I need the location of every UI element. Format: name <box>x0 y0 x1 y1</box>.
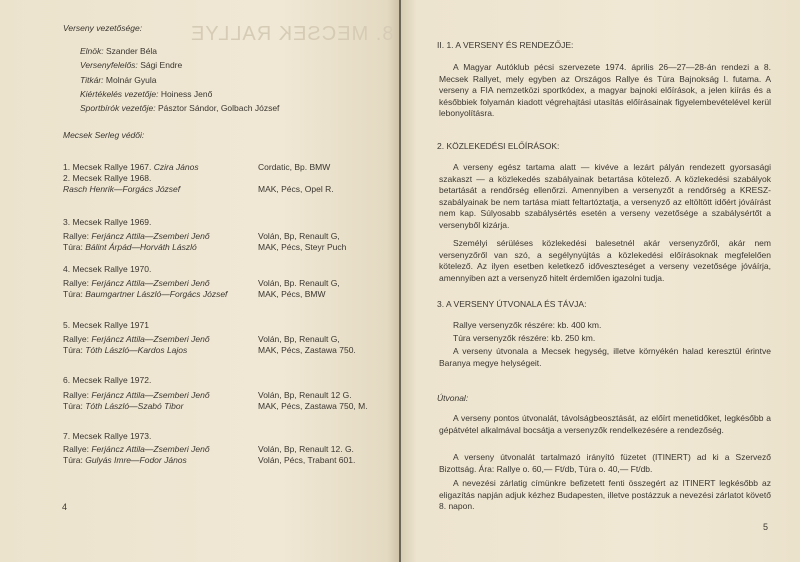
section2-paragraph-1: A verseny egész tartama alatt — kivéve a lezárt pályán rendezett gyorsasági szakaszt — a közlekedés szabályainak betartása kötelező. A közlekedési szabályok betartását a rendőrség ellenőrzi. Amennyiben a versenyzőt a rendőrség a KRESZ-szabályainak be nem tartása miatt feltartóztatja, a versenyző az eltöltött időért jóváírást nem kap. Súlyosabb szabálysértés esetén a verseny vezetősége a szabálysértőt a versenyből kizárja. <box>439 162 771 230</box>
category-label: Rallye: <box>63 278 89 288</box>
team-car: MAK, Pécs, Zastawa 750, M. <box>258 401 368 411</box>
official-name: Molnár Gyula <box>105 74 157 85</box>
official-role: Versenyfelelős: <box>80 60 138 71</box>
winner-row <box>63 184 180 195</box>
section1-heading: II. 1. A VERSENY ÉS RENDEZŐJE: <box>437 40 574 50</box>
official-row <box>80 60 182 71</box>
category-label: Túra: <box>63 289 83 299</box>
winner-title-text: 2. Mecsek Rallye 1968. <box>63 173 152 183</box>
official-row <box>80 75 156 86</box>
team-car: MAK, Pécs, Opel R. <box>258 184 334 194</box>
official-role: Titkár: <box>80 74 104 85</box>
official-name: Sági Endre <box>140 60 183 71</box>
right-page <box>401 0 800 562</box>
winner-row <box>63 444 210 455</box>
section3-heading: 3. A VERSENY ÚTVONALA ÉS TÁVJA: <box>437 299 587 309</box>
category-label: Túra: <box>63 242 83 252</box>
show-through-title: 8. MECSEK RALLYE <box>190 23 394 45</box>
page-number: 4 <box>62 502 68 512</box>
category-label: Túra: <box>63 401 83 411</box>
winner-title-text: 4. Mecsek Rallye 1970. <box>63 264 152 274</box>
winner-row <box>63 278 210 289</box>
winner-year-title <box>63 217 151 228</box>
winner-title-text: 5. Mecsek Rallye 1971 <box>63 320 149 330</box>
official-role: Elnök: <box>80 46 104 56</box>
winner-year-title <box>63 162 199 173</box>
category-label: Rallye: <box>63 390 89 400</box>
winner-row <box>63 390 210 401</box>
winner-year-title <box>63 264 151 275</box>
section3-paragraph: A verseny útvonala a Mecsek hegység, illetve környékén halad keresztül érintve Baranya megye helységeit. <box>439 346 771 368</box>
official-name: Pásztor Sándor, Golbach József <box>157 103 280 114</box>
team-car: Volán, Bp, Renault 12 G. <box>258 390 352 400</box>
left-page <box>0 0 399 562</box>
team-car: Volán, Bp, Renault G, <box>258 334 340 344</box>
winner-title-text: 6. Mecsek Rallye 1972. <box>63 375 152 385</box>
driver-names: Tóth László—Kardos Lajos <box>85 345 188 355</box>
winner-year-title <box>63 320 149 331</box>
route-paragraph-1: A verseny pontos útvonalát, távolságbeosztását, az előírt menetidőket, legkésőbb a gépátvétel alkalmával bocsátja a versenyzők rendelkezésére a rendezőség. <box>439 413 771 435</box>
official-role: Sportbírók vezetője: <box>80 103 156 114</box>
team-car: MAK, Pécs, BMW <box>258 289 326 299</box>
winner-year-title <box>63 375 151 386</box>
driver-names: Gulyás Imre—Fodor János <box>85 455 187 465</box>
category-label: Rallye: <box>63 231 89 241</box>
driver-names: Ferjáncz Attila—Zsemberi Jenő <box>91 444 210 454</box>
driver-names: Ferjáncz Attila—Zsemberi Jenő <box>91 278 210 288</box>
driver-names: Ferjáncz Attila—Zsemberi Jenő <box>91 390 210 400</box>
cup-heading: Mecsek Serleg védői: <box>63 130 145 140</box>
winner-row <box>63 231 210 242</box>
winner-row <box>63 289 227 300</box>
distance-tura: Túra versenyzők részére: kb. 250 km. <box>453 333 596 343</box>
driver-names: Ferjáncz Attila—Zsemberi Jenő <box>91 334 210 344</box>
driver-names: Czira János <box>153 162 199 172</box>
section1-paragraph: A Magyar Autóklub pécsi szervezete 1974. április 26—27—28-án rendezi a 8. Mecsek Rallyet, mely egyben az Országos Rallye és Túra Bajnokság I. futama. A verseny a FIA nemzetközi sportkódex, a magyar bajnoki előírások, a jelen kiírás és a későbbiek folyamán kiadott végrehajtási utasítás előírásainak figyelembevételével kerül lebonyolításra. <box>439 62 771 118</box>
driver-names: Rasch Henrik—Forgács József <box>63 184 181 194</box>
winner-row <box>63 334 210 345</box>
official-row <box>80 89 212 100</box>
management-heading: Verseny vezetősége: <box>63 23 143 33</box>
official-name: Hoiness Jenő <box>160 88 213 99</box>
official-row <box>80 46 157 57</box>
winner-title-text: 1. Mecsek Rallye 1967. <box>63 162 152 172</box>
team-car: Volán, Bp, Renault 12. G. <box>258 444 354 454</box>
team-car: MAK, Pécs, Zastawa 750. <box>258 345 356 355</box>
winner-year-title <box>63 173 151 184</box>
official-row <box>80 103 279 114</box>
route-paragraph-3: A nevezési zárlatig címünkre befizetett fenti összegért az ITINERT legkésőbb az eligazítás napján adjuk kézhez Budapesten, illetve postázzuk a nevezési zárlatot követő 8. napon. <box>439 478 771 511</box>
section2-heading: 2. KÖZLEKEDÉSI ELŐÍRÁSOK: <box>437 141 560 151</box>
winner-year-title <box>63 431 151 442</box>
route-paragraph-2: A verseny útvonalát tartalmazó irányító füzetet (ITINERT) ad ki a Szervező Bizottság. Ára: Rallye o. 60,— Ft/db, Túra o. 40,— Ft/db. <box>439 452 771 474</box>
winner-title-text: 7. Mecsek Rallye 1973. <box>63 431 152 441</box>
winner-row <box>63 455 187 466</box>
official-name: Szander Béla <box>106 46 158 56</box>
team-car: MAK, Pécs, Steyr Puch <box>258 242 347 252</box>
category-label: Túra: <box>63 455 83 465</box>
category-label: Túra: <box>63 345 83 355</box>
team-car: Cordatic, Bp. BMW <box>258 162 331 172</box>
winner-row <box>63 242 197 253</box>
route-heading: Útvonal: <box>437 393 469 403</box>
category-label: Rallye: <box>63 334 89 344</box>
team-car: Volán, Bp. Renault G, <box>258 278 340 288</box>
team-car: Volán, Pécs, Trabant 601. <box>258 455 356 465</box>
driver-names: Baumgartner László—Forgács József <box>85 289 228 299</box>
category-label: Rallye: <box>63 444 89 454</box>
driver-names: Tóth László—Szabó Tibor <box>85 401 184 411</box>
page-number: 5 <box>763 522 769 532</box>
winner-title-text: 3. Mecsek Rallye 1969. <box>63 217 152 227</box>
distance-rallye: Rallye versenyzők részére: kb. 400 km. <box>453 320 602 330</box>
winner-row <box>63 401 183 412</box>
official-role: Kiértékelés vezetője: <box>80 88 159 99</box>
section2-paragraph-2: Személyi sérüléses közlekedési balesetnél akár versenyzőről, akár nem versenyzőről van szó, a segélynyújtás a közlekedési előírásoknak megfelelően kötelező. Az ilyen esetben keletkező időveszteséget a verseny vezetősége jóváírja, amennyiben azt a versenyző hitelt érdemlően igazolni tudja. <box>439 238 771 283</box>
winner-row <box>63 345 187 356</box>
driver-names: Bálint Árpád—Horváth László <box>85 242 197 252</box>
driver-names: Ferjáncz Attila—Zsemberi Jenő <box>91 231 210 241</box>
team-car: Volán, Bp, Renault G, <box>258 231 340 241</box>
